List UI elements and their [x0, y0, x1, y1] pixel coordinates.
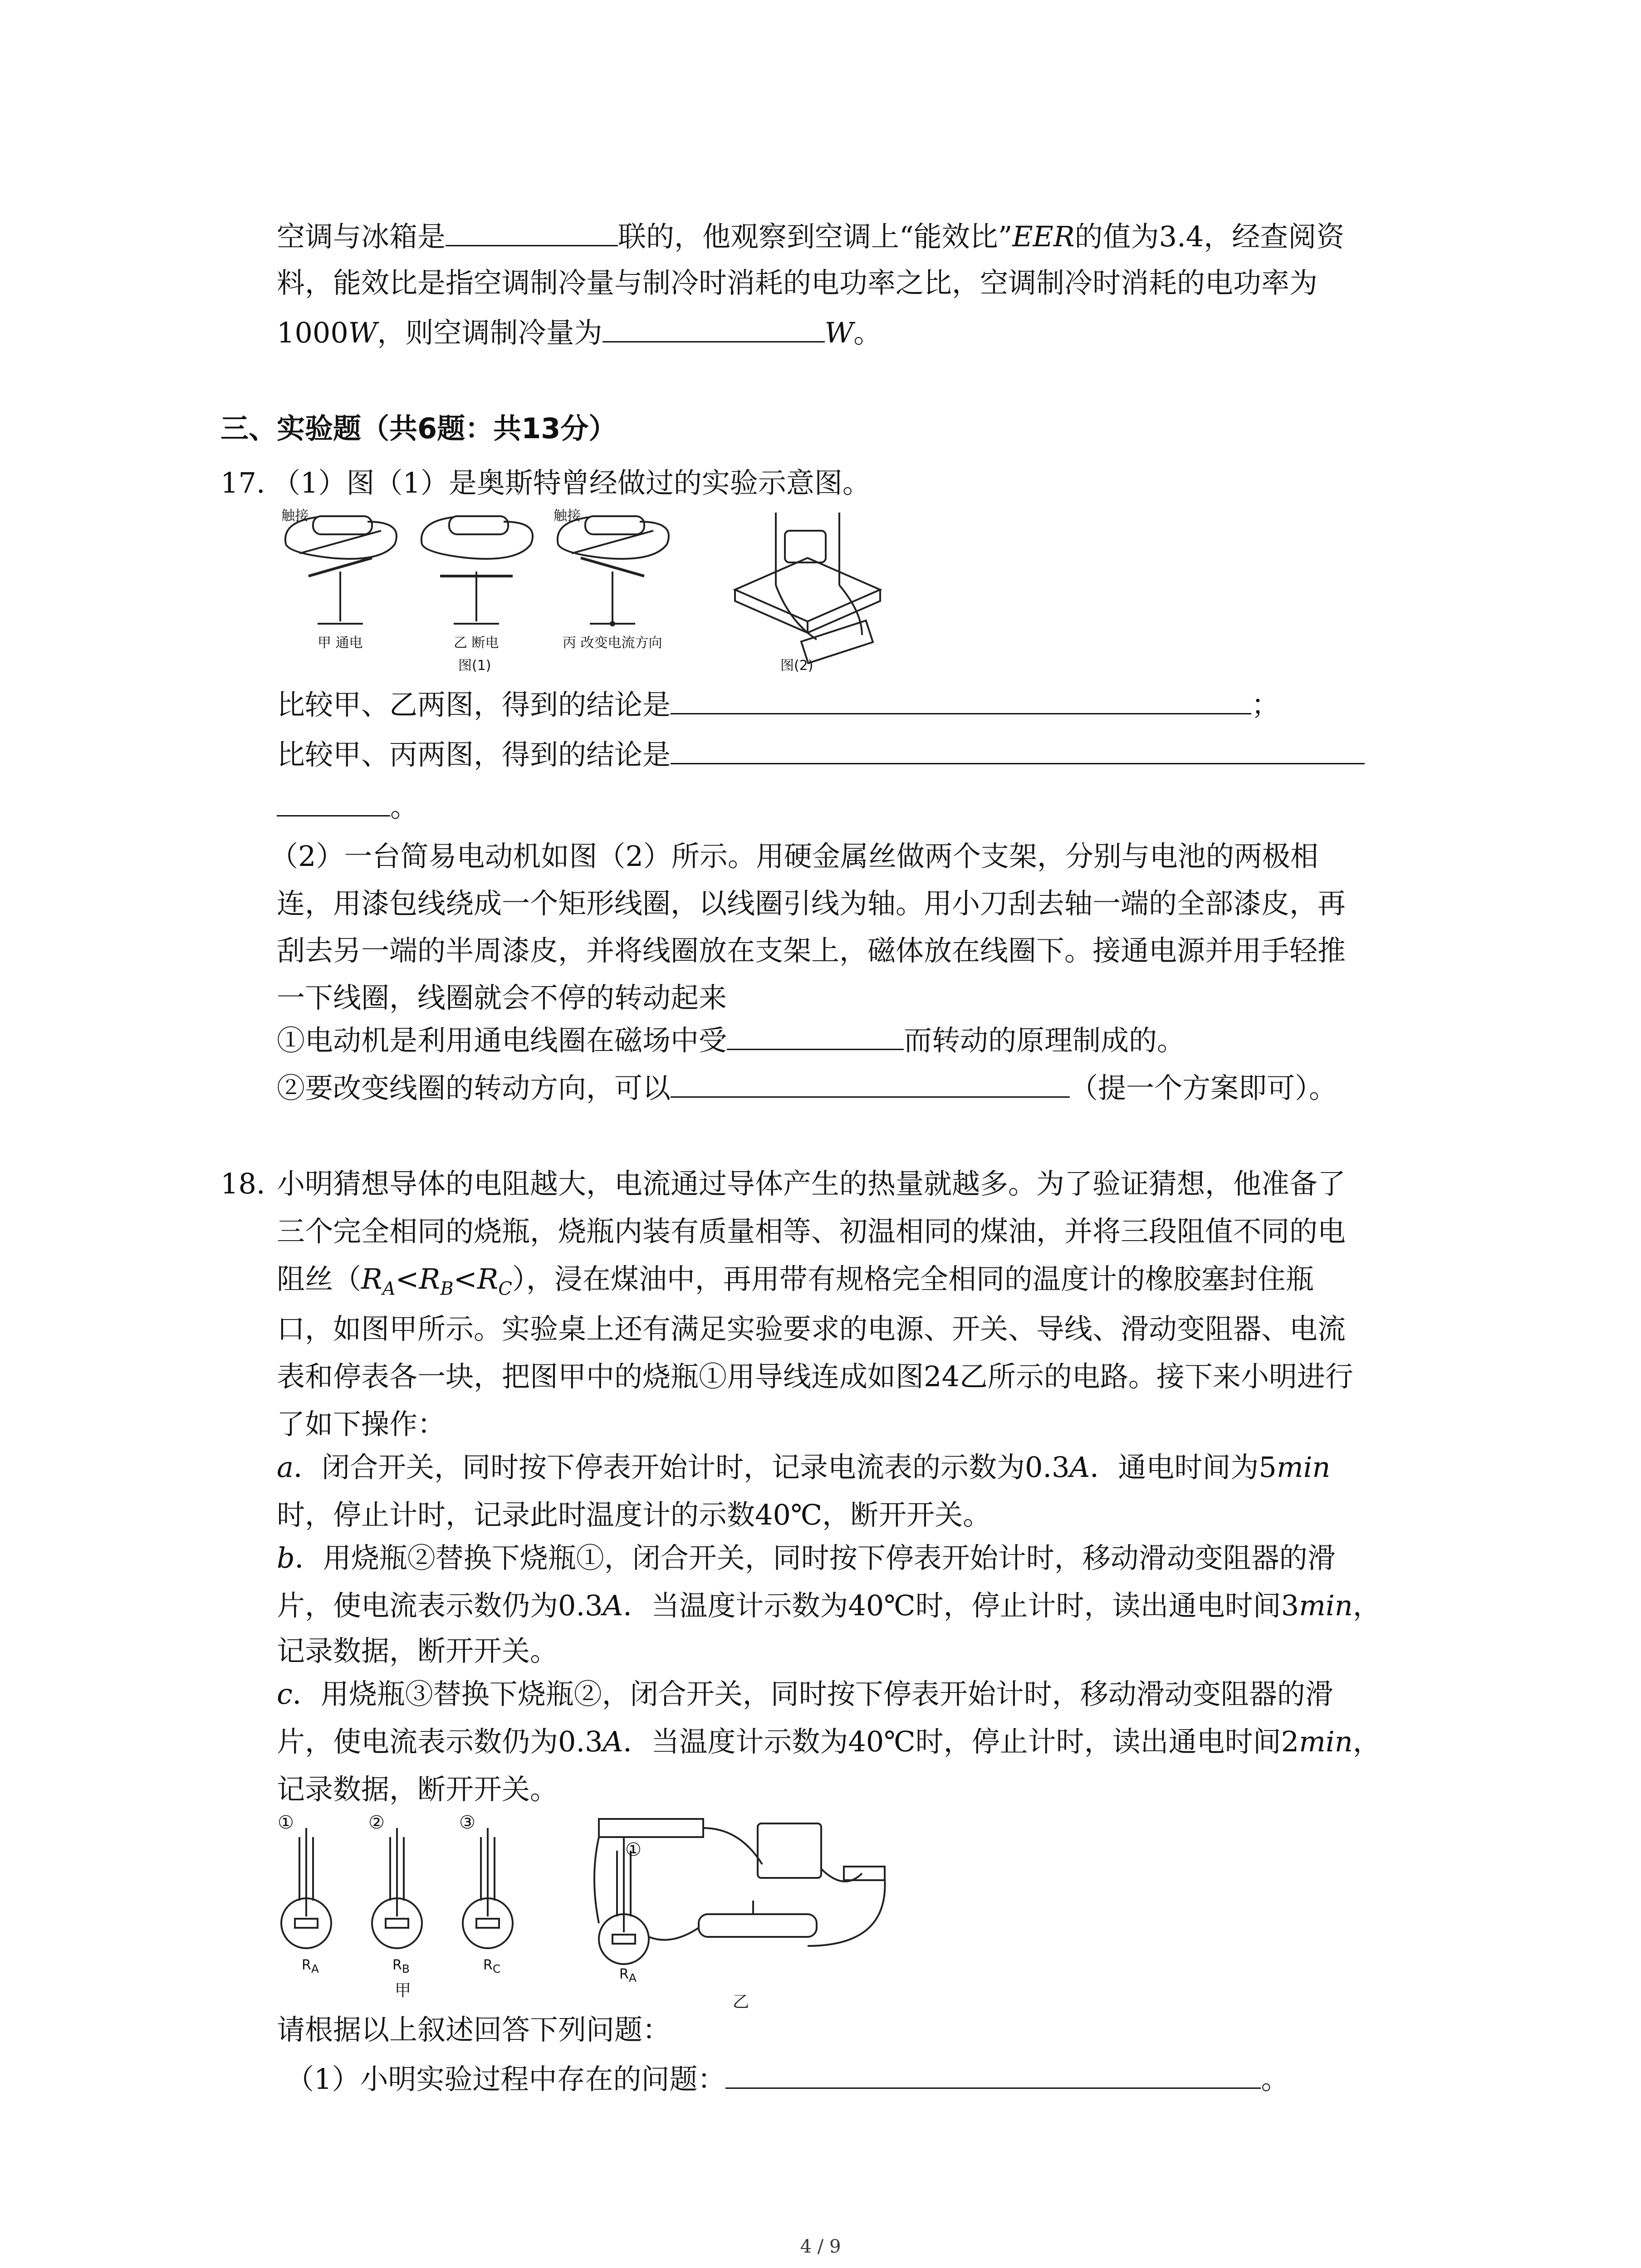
text: ），浸在煤油中，再用带有规格完全相同的温度计的橡胶塞封住瓶	[512, 1262, 1314, 1295]
text: ．闭合开关，同时按下停表开始计时，记录电流表的示数为0.3	[293, 1451, 1070, 1484]
text: （提一个方案即可）。	[1070, 1071, 1337, 1105]
text: 阻丝（	[277, 1262, 362, 1295]
unit: W	[824, 316, 854, 349]
resistor-label	[392, 1957, 410, 1975]
step-letter: b	[277, 1541, 295, 1574]
resistor-label	[619, 1966, 637, 1984]
text: 的值为3.4，经查阅资	[1074, 220, 1345, 253]
paragraph-line: 口，如图甲所示。实验桌上还有满足实验要求的电源、开关、导线、滑动变阻器、电流	[277, 1312, 1346, 1345]
flask-circuit-figure	[272, 1810, 930, 1991]
text: 比较甲、丙两图，得到的结论是	[277, 738, 671, 771]
text: 比较甲、乙两图，得到的结论是	[277, 688, 671, 721]
text: R	[483, 1957, 493, 1973]
text: R	[619, 1966, 629, 1982]
page-number: 4 / 9	[800, 2236, 841, 2257]
comparison-line	[277, 735, 1365, 773]
less-than: <	[395, 1262, 419, 1295]
text: ．通电时间为5	[1090, 1451, 1277, 1484]
resistor-subscript: A	[382, 1278, 396, 1300]
resistor-subscript: B	[440, 1278, 454, 1300]
answer-blank[interactable]	[671, 685, 1251, 714]
figure-touch-label: 触接	[281, 508, 309, 524]
text: C	[492, 1962, 501, 1975]
text: B	[402, 1962, 410, 1975]
step-c	[277, 1676, 1333, 1712]
paragraph-line: 小明猜想导体的电阻越大，电流通过导体产生的热量就越多。为了验证猜想，他准备了	[277, 1167, 1346, 1200]
comparison-line	[277, 787, 418, 825]
paragraph-line: 表和停表各一块，把图甲中的烧瓶①用导线连成如图24乙所示的电路。接下来小明进行	[277, 1360, 1353, 1393]
figure-caption: 甲	[395, 1981, 411, 2000]
paragraph-line	[277, 217, 1344, 255]
paragraph-line	[277, 1261, 1314, 1307]
flask-number: ①	[278, 1812, 294, 1833]
flask-number: ②	[368, 1812, 385, 1833]
answer-blank[interactable]	[603, 313, 825, 342]
text: A	[311, 1962, 319, 1975]
flask-number: ①	[625, 1839, 642, 1860]
paragraph-line: 了如下操作：	[277, 1408, 446, 1441]
section-title: 三、实验题（共6题：共13分）	[220, 412, 617, 445]
paragraph-line: （2）一台简易电动机如图（2）所示。用硬金属丝做两个支架，分别与电池的两极相	[270, 840, 1318, 873]
unit: W	[348, 316, 377, 349]
paragraph-line: 三个完全相同的烧瓶，烧瓶内装有质量相等、初温相同的煤油，并将三段阻值不同的电	[277, 1215, 1346, 1248]
text: 1000	[277, 316, 348, 349]
unit: A	[1069, 1451, 1090, 1484]
step-letter: a	[277, 1451, 294, 1484]
resistor-subscript: C	[498, 1278, 512, 1300]
unit: min	[1299, 1725, 1353, 1758]
figure-label: 丙 改变电流方向	[563, 635, 662, 651]
question-number: 17.	[220, 466, 265, 499]
comparison-line	[277, 685, 1279, 723]
diagram-jia	[285, 516, 397, 624]
resistor-symbol: R	[477, 1262, 499, 1295]
question-number: 18.	[220, 1167, 265, 1200]
question-intro: （1）图（1）是奥斯特曾经做过的实验示意图。	[272, 466, 871, 499]
text: （1）小明实验过程中存在的问题：	[286, 2063, 726, 2096]
text: 空调与冰箱是	[277, 220, 446, 253]
text: 片，使电流表示数仍为0.3	[277, 1725, 603, 1758]
figure-caption: 图(2)	[780, 658, 813, 674]
less-than: <	[453, 1262, 477, 1295]
text: EER	[1012, 220, 1075, 253]
motor-diagram	[735, 513, 880, 663]
step-a	[277, 1449, 1330, 1486]
paragraph-line: 请根据以上叙述回答下列问题：	[277, 2013, 671, 2046]
text: 。	[1261, 2063, 1289, 2096]
paragraph-line	[277, 313, 882, 351]
answer-blank[interactable]	[671, 1068, 1070, 1098]
diagram-bing	[558, 516, 669, 624]
answer-blank[interactable]	[277, 787, 390, 816]
text: ①电动机是利用通电线圈在磁场中受	[277, 1024, 727, 1057]
answer-blank[interactable]	[671, 735, 1365, 764]
figure-label: 乙 断电	[454, 635, 499, 651]
text: R	[302, 1957, 311, 1973]
text: ，	[1352, 1725, 1381, 1758]
text: R	[392, 1957, 402, 1973]
flask-2	[372, 1828, 422, 1948]
paragraph-line: 记录数据，断开开关。	[277, 1773, 558, 1806]
text: A	[628, 1971, 637, 1984]
text: ②要改变线圈的转动方向，可以	[277, 1071, 671, 1105]
paragraph-line	[277, 265, 1318, 301]
flask-number: ③	[459, 1812, 475, 1833]
step-b	[277, 1540, 1336, 1576]
sub-question	[286, 2059, 1289, 2097]
text: 。	[390, 790, 419, 823]
text: 。	[853, 316, 882, 349]
diagram-yi	[421, 516, 533, 624]
text: ．当温度计示数为40℃时，停止计时，读出通电时间2	[623, 1725, 1299, 1758]
sub-question	[277, 1068, 1337, 1106]
answer-blank[interactable]	[727, 1021, 904, 1050]
text: ，则空调制冷量为	[377, 316, 603, 349]
text: 而转动的原理制成的。	[904, 1024, 1185, 1057]
resistor-label	[483, 1957, 500, 1975]
flask-1	[281, 1828, 331, 1948]
paragraph-line	[277, 1724, 1381, 1760]
text: ，	[1352, 1589, 1381, 1622]
unit: A	[603, 1725, 623, 1758]
step-letter: c	[277, 1677, 293, 1711]
figure-label: 甲 通电	[318, 635, 363, 651]
paragraph-line: 连，用漆包线绕成一个矩形线圈，以线圈引线为轴。用小刀刮去轴一端的全部漆皮，再	[277, 887, 1346, 920]
flask-3	[463, 1828, 513, 1948]
figure-caption: 图(1)	[458, 658, 491, 674]
resistor-symbol: R	[419, 1262, 441, 1295]
paragraph-line	[277, 1588, 1381, 1624]
sub-question	[277, 1021, 1185, 1059]
answer-blank[interactable]	[446, 217, 618, 246]
paragraph-line: 一下线圈，线圈就会不停的转动起来	[277, 981, 727, 1014]
answer-blank[interactable]	[725, 2059, 1261, 2089]
resistor-symbol: R	[361, 1262, 382, 1295]
text: ；	[1251, 688, 1280, 721]
unit: A	[603, 1589, 623, 1622]
text: ．用烧瓶③替换下烧瓶②，闭合开关，同时按下停表开始计时，移动滑动变阻器的滑	[292, 1677, 1333, 1711]
text: ．当温度计示数为40℃时，停止计时，读出通电时间3	[623, 1589, 1299, 1622]
figure-caption: 乙	[733, 1993, 749, 2011]
unit: min	[1276, 1451, 1331, 1484]
text: 联的，他观察到空调上“能效比”	[618, 220, 1013, 253]
text: 片，使电流表示数仍为0.3	[277, 1589, 603, 1622]
unit: min	[1299, 1589, 1353, 1622]
paragraph-line: 刮去另一端的半周漆皮，并将线圈放在支架上，磁体放在线圈下。接通电源并用手轻推	[277, 934, 1346, 967]
resistor-label	[302, 1957, 319, 1975]
figure-touch-label: 触接	[554, 508, 581, 524]
text: ．用烧瓶②替换下烧瓶①，闭合开关，同时按下停表开始计时，移动滑动变阻器的滑	[294, 1541, 1336, 1574]
text: 料，能效比是指空调制冷量与制冷时消耗的电功率之比，空调制冷时消耗的电功率为	[277, 266, 1318, 299]
paragraph-line: 记录数据，断开开关。	[277, 1634, 558, 1667]
paragraph-line: 时，停止计时，记录此时温度计的示数40℃，断开开关。	[277, 1498, 991, 1531]
